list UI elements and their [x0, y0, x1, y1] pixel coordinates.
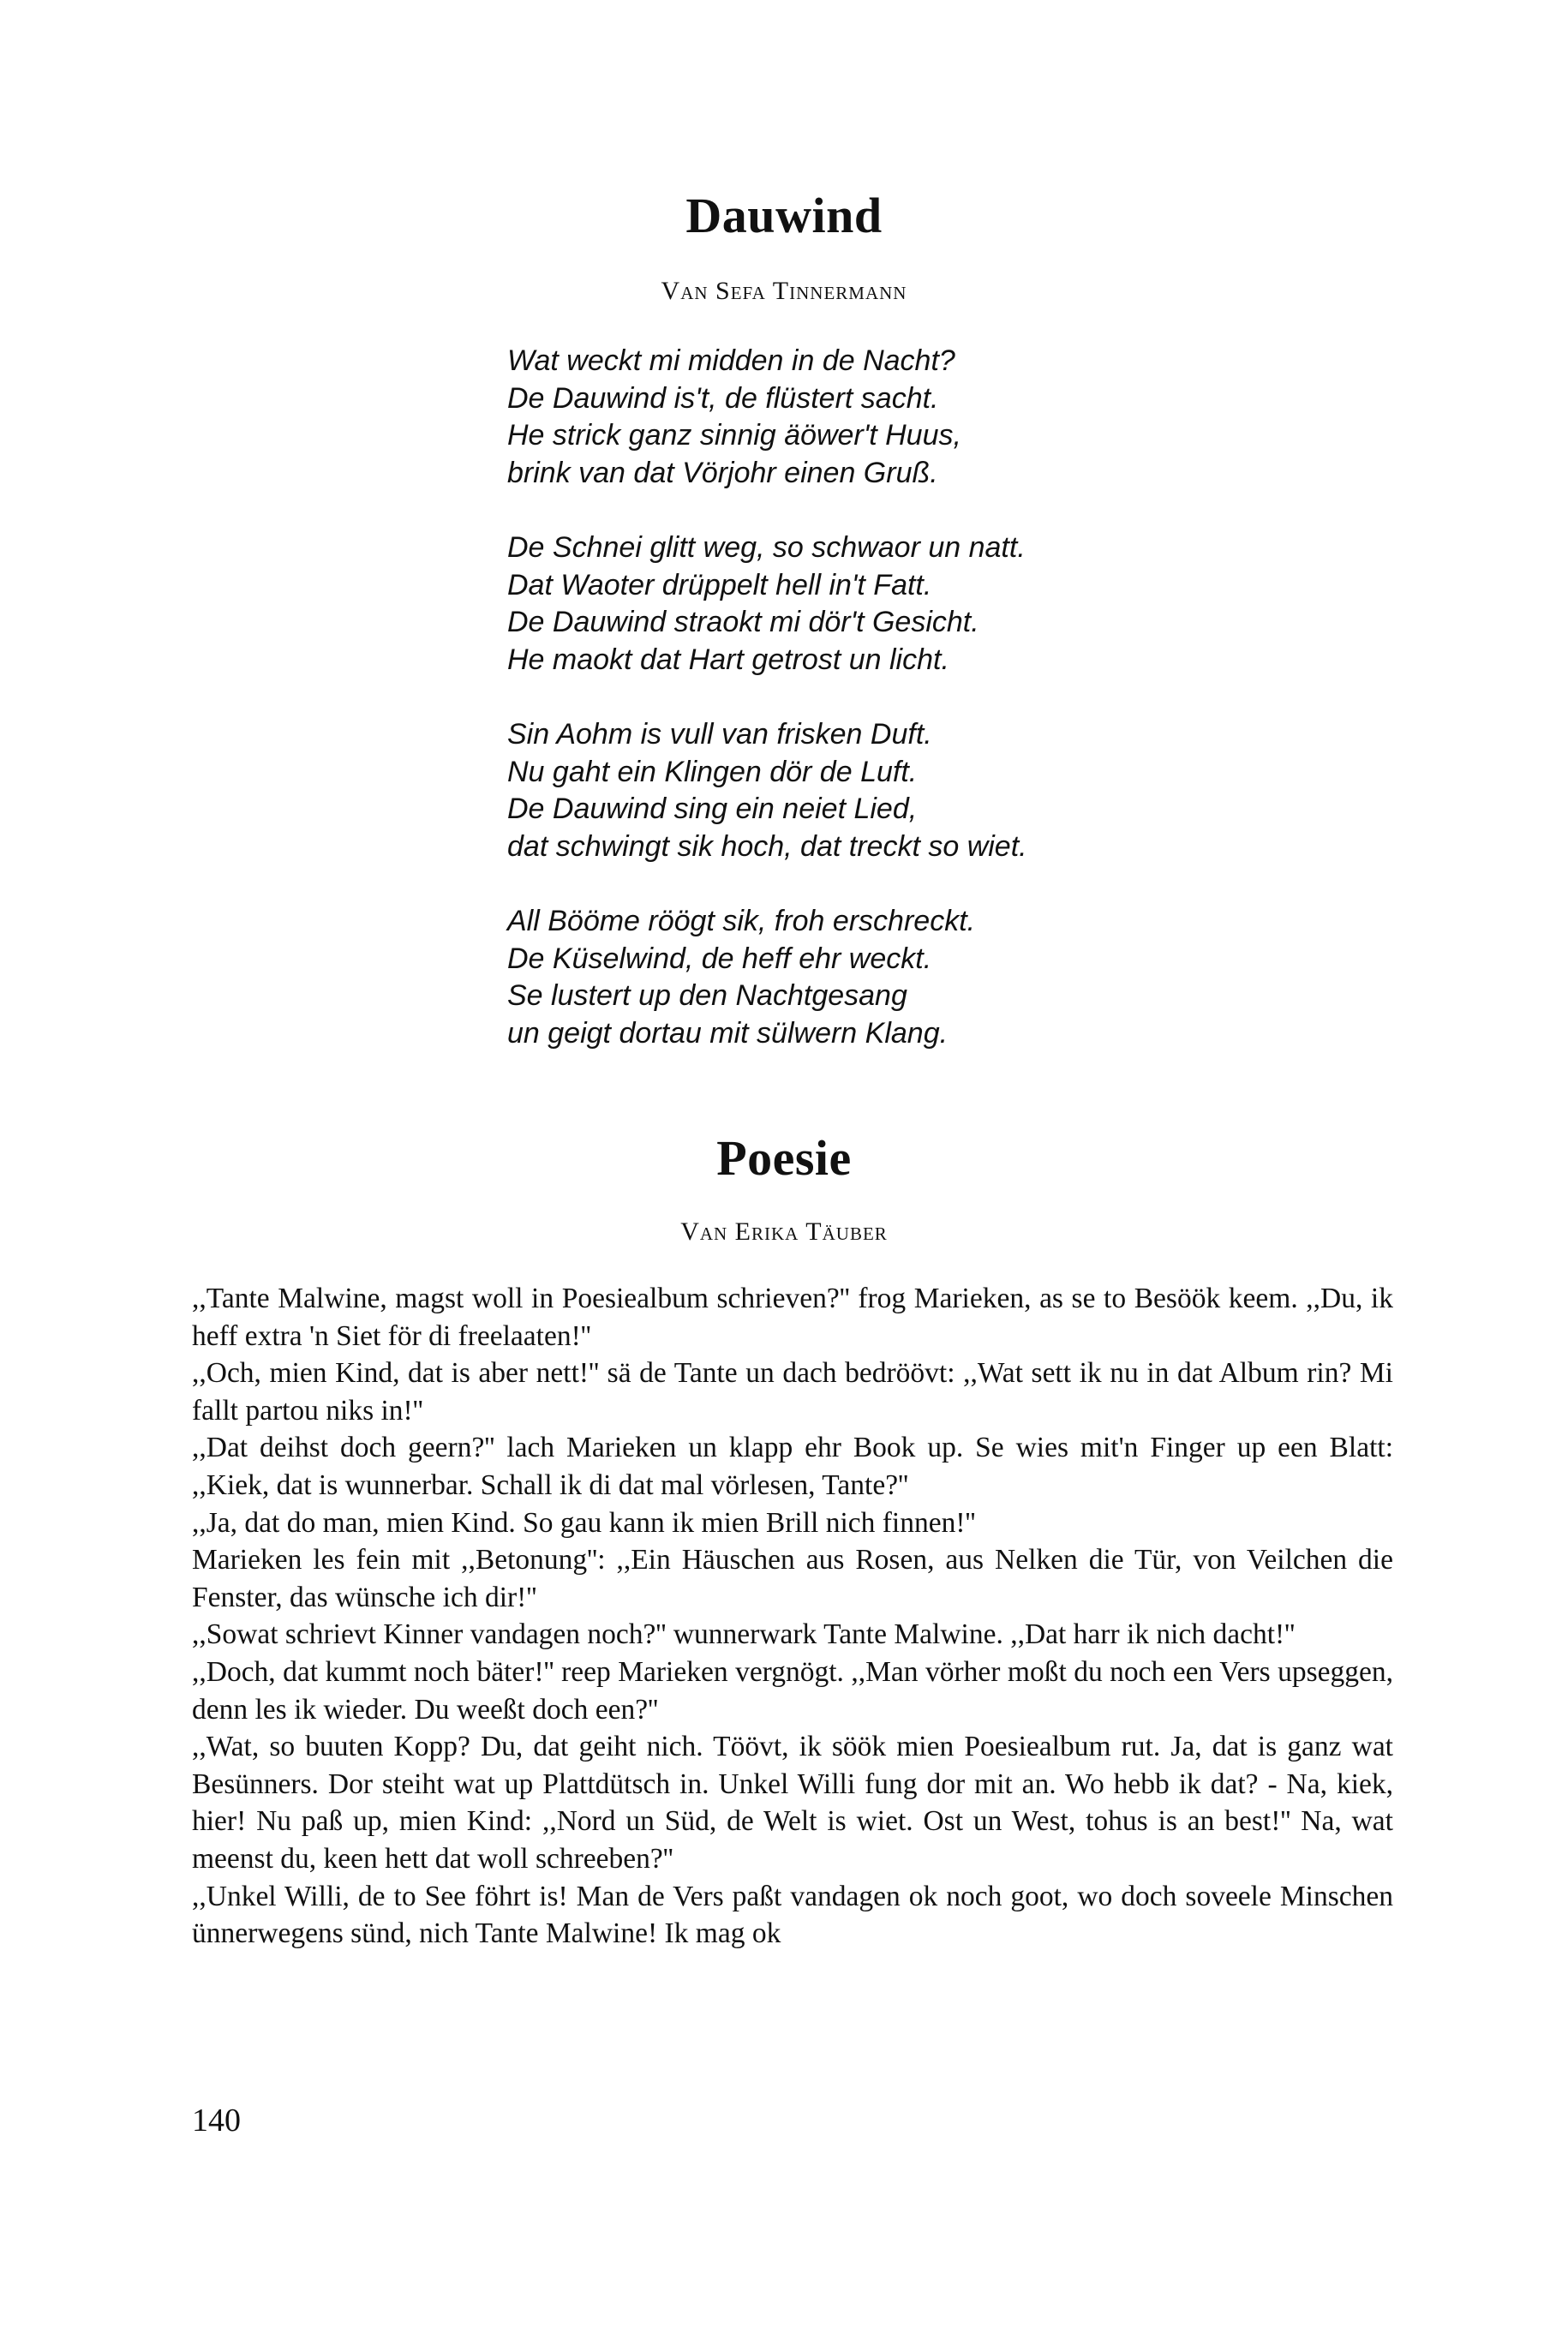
- poem-line: Dat Waoter drüppelt hell in't Fatt.: [507, 568, 932, 601]
- poem-stanza: [507, 716, 1450, 865]
- story-paragraph: ,,Unkel Willi, de to See föhrt is! Man de Vers paßt vandagen ok noch goot, wo doch soveele Minschen ünnerwegens sünd, nich Tante Malwine! Ik mag ok: [192, 1880, 1393, 1950]
- poem-line: He maokt dat Hart getrost un licht.: [507, 643, 949, 676]
- poem-title: Dauwind: [685, 188, 883, 243]
- poem-line: dat schwingt sik hoch, dat treckt so wiet.: [507, 829, 1027, 863]
- poem-text: [507, 343, 1450, 1090]
- poem-stanza: [507, 529, 1450, 679]
- poem-line: De Dauwind sing ein neiet Lied,: [507, 793, 918, 825]
- poem-stanza: [507, 903, 1450, 1052]
- story-paragraph: Marieken les fein mit ,,Betonung'': ,,Ein Häuschen aus Rosen, aus Nelken die Tür, von Veilchen die Fenster, das wünsche ich dir!'': [192, 1544, 1393, 1613]
- story-title: Poesie: [716, 1130, 852, 1186]
- story-author: Van Erika Täuber: [680, 1217, 888, 1246]
- poem-line: brink van dat Vörjohr einen Gruß.: [507, 456, 938, 489]
- story-paragraph: ,,Tante Malwine, magst woll in Poesiealbum schrieven?'' frog Marieken, as se to Besöök keem. ,,Du, ik heff extra 'n Siet för di freelaaten!'': [192, 1283, 1393, 1352]
- poem-line: De Schnei glitt weg, so schwaor un natt.: [507, 531, 1026, 564]
- poem-stanza: [507, 343, 1450, 492]
- story-paragraph: ,,Wat, so buuten Kopp? Du, dat geiht nich. Töövt, ik söök mien Poesiealbum rut. Ja, dat is ganz wat Besünners. Dor steiht wat up Plattdütsch in. Unkel Willi fung dor mit an. Wo hebb ik dat? - Na, kiek, hier! Nu paß up, mien Kind: ,,Nord un Süd, de Welt is wiet. Ost un West, tohus is an best!'' Na, wat meenst du, keen hett dat woll schreeben?'': [192, 1731, 1393, 1875]
- poem-author: Van Sefa Tinnermann: [661, 277, 907, 305]
- poem-line: He strick ganz sinnig äöwer't Huus,: [507, 419, 961, 452]
- poem-line: All Bööme röögt sik, froh erschreckt.: [507, 905, 976, 937]
- page-number: 140: [192, 2103, 241, 2139]
- poem-line: Se lustert up den Nachtgesang: [507, 979, 907, 1012]
- poem-line: Wat weckt mi midden in de Nacht?: [507, 344, 955, 377]
- story-paragraph: ,,Sowat schrievt Kinner vandagen noch?'' wunnerwark Tante Malwine. ,,Dat harr ik nich dacht!'': [192, 1618, 1296, 1651]
- poem-line: De Dauwind straokt mi dör't Gesicht.: [507, 606, 979, 638]
- poem-line: De Küselwind, de heff ehr weckt.: [507, 942, 932, 975]
- poem-line: Nu gaht ein Klingen dör de Luft.: [507, 755, 918, 788]
- poem-line: un geigt dortau mit sülwern Klang.: [507, 1016, 949, 1050]
- story-paragraph: ,,Ja, dat do man, mien Kind. So gau kann ik mien Brill nich finnen!'': [192, 1506, 976, 1539]
- story-paragraph: ,,Och, mien Kind, dat is aber nett!'' sä de Tante un dach bedröövt: ,,Wat sett ik nu in dat Album rin? Mi fallt partou niks in!'': [192, 1357, 1393, 1427]
- poem-line: De Dauwind is't, de flüstert sacht.: [507, 381, 939, 415]
- story-paragraph: ,,Dat deihst doch geern?'' lach Marieken un klapp ehr Book up. Se wies mit'n Finger up een Blatt: ,,Kiek, dat is wunnerbar. Schall ik di dat mal vörlesen, Tante?'': [192, 1432, 1393, 1501]
- poem-line: Sin Aohm is vull van frisken Duft.: [507, 718, 932, 751]
- story-paragraph: ,,Doch, dat kummt noch bäter!'' reep Marieken vergnögt. ,,Man vörher moßt du noch een Vers upseggen, denn les ik wieder. Du weeßt doch een?'': [192, 1655, 1393, 1726]
- story-text: [192, 1280, 1393, 1953]
